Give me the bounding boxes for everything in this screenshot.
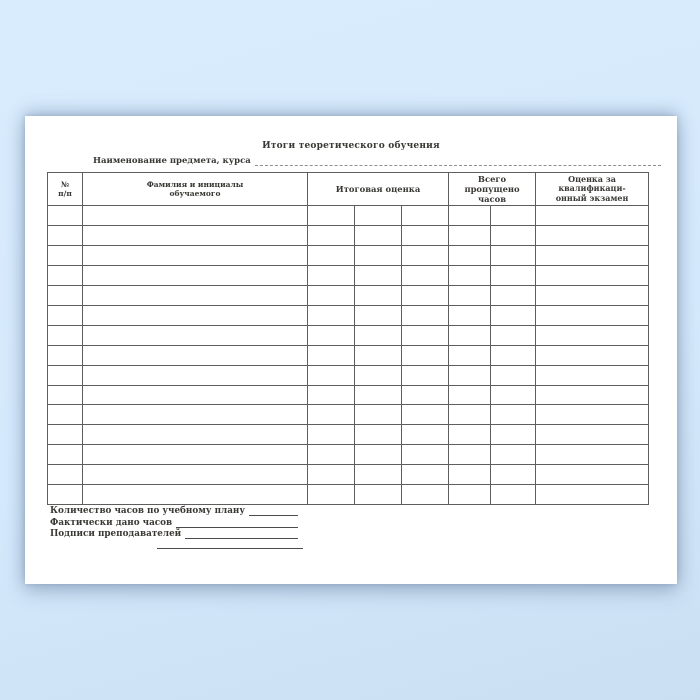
table-cell [355, 345, 402, 365]
table-cell [491, 385, 536, 405]
table-cell [449, 266, 491, 286]
table-cell [83, 405, 308, 425]
footer-line-label: Количество часов по учебному плану [50, 506, 245, 517]
table-row [48, 246, 649, 266]
table-row [48, 485, 649, 505]
table-cell [83, 425, 308, 445]
table-cell [48, 325, 83, 345]
table-cell [449, 226, 491, 246]
table-cell [449, 365, 491, 385]
table-cell [308, 246, 355, 266]
table-cell [83, 345, 308, 365]
table-cell [48, 405, 83, 425]
table-cell [355, 465, 402, 485]
table-cell [355, 385, 402, 405]
table-cell [402, 226, 449, 246]
table-cell [48, 485, 83, 505]
header-number-line2: п/п [58, 189, 72, 199]
table-cell [449, 485, 491, 505]
table-cell [402, 385, 449, 405]
table-cell [308, 485, 355, 505]
table-cell [308, 405, 355, 425]
footer-blank-line [185, 531, 298, 539]
table-cell [449, 345, 491, 365]
table-cell [308, 465, 355, 485]
table-cell [536, 365, 649, 385]
table-cell [83, 266, 308, 286]
header-missed-line1: Всего пропущено [464, 174, 520, 195]
table-cell [48, 425, 83, 445]
table-cell [491, 445, 536, 465]
header-name-line1: Фамилия и инициалы [146, 180, 244, 190]
table-cell [83, 445, 308, 465]
table-cell [308, 285, 355, 305]
table-cell [536, 405, 649, 425]
table-cell [355, 226, 402, 246]
table-cell [449, 285, 491, 305]
table-cell [449, 206, 491, 226]
table-cell [449, 325, 491, 345]
table-cell [536, 485, 649, 505]
table-cell [355, 305, 402, 325]
table-cell [308, 345, 355, 365]
table-cell [402, 325, 449, 345]
table-cell [308, 266, 355, 286]
table-cell [449, 246, 491, 266]
table-cell [355, 365, 402, 385]
table-row [48, 226, 649, 246]
table-cell [48, 365, 83, 385]
table-row [48, 445, 649, 465]
table-cell [491, 365, 536, 385]
table-cell [48, 206, 83, 226]
table-cell [402, 465, 449, 485]
table-cell [83, 365, 308, 385]
table-cell [536, 266, 649, 286]
table-cell [48, 246, 83, 266]
table-row [48, 206, 649, 226]
table-cell [83, 325, 308, 345]
table-cell [308, 206, 355, 226]
table-row [48, 325, 649, 345]
table-row [48, 405, 649, 425]
table-header-row [48, 173, 649, 206]
subject-line [93, 155, 661, 166]
footer-line [50, 505, 298, 516]
table-cell [536, 226, 649, 246]
table-cell [402, 345, 449, 365]
table-cell [491, 206, 536, 226]
footer-line-label: Подписи преподавателей [50, 528, 182, 539]
table-cell [402, 206, 449, 226]
table-row [48, 465, 649, 485]
table-cell [83, 485, 308, 505]
table-cell [491, 465, 536, 485]
table-cell [449, 445, 491, 465]
table-cell [402, 246, 449, 266]
table-cell [402, 405, 449, 425]
table-cell [48, 305, 83, 325]
table-cell [491, 226, 536, 246]
table-cell [449, 405, 491, 425]
table-row [48, 305, 649, 325]
table-cell [308, 305, 355, 325]
footer-blank-line [249, 508, 298, 516]
table-row [48, 285, 649, 305]
table-cell [402, 425, 449, 445]
table-cell [536, 385, 649, 405]
table-cell [355, 485, 402, 505]
table-cell [536, 325, 649, 345]
header-cell-final-grade: Итоговая оценка [308, 173, 449, 206]
table-cell [491, 285, 536, 305]
table-cell [449, 385, 491, 405]
table-cell [491, 305, 536, 325]
table-cell [491, 266, 536, 286]
header-cell-missed-hours [449, 173, 536, 206]
table-cell [308, 365, 355, 385]
header-cell-number [48, 173, 83, 206]
table-cell [308, 226, 355, 246]
footer-fill-ins [50, 505, 298, 549]
table-cell [491, 345, 536, 365]
table-cell [48, 465, 83, 485]
table-cell [449, 465, 491, 485]
table-cell [536, 246, 649, 266]
table-cell [48, 385, 83, 405]
table-cell [83, 285, 308, 305]
table-cell [48, 345, 83, 365]
page-title: Итоги теоретического обучения [262, 141, 440, 151]
table-cell [491, 246, 536, 266]
header-exam-line1: Оценка за квалификаци- [558, 173, 626, 194]
table-cell [308, 325, 355, 345]
table-cell [402, 365, 449, 385]
table-cell [402, 266, 449, 286]
table-cell [355, 246, 402, 266]
table-cell [355, 325, 402, 345]
table-cell [536, 206, 649, 226]
table-cell [355, 425, 402, 445]
footer-line [50, 528, 298, 539]
table-cell [83, 246, 308, 266]
table-cell [536, 285, 649, 305]
table-row [48, 365, 649, 385]
table-cell [83, 206, 308, 226]
footer-blank-line [176, 520, 298, 528]
document-page [25, 116, 677, 584]
table-cell [536, 445, 649, 465]
header-number-line1: № [60, 180, 70, 190]
table-cell [48, 445, 83, 465]
table-cell [308, 445, 355, 465]
table-cell [491, 425, 536, 445]
table-cell [402, 445, 449, 465]
table-cell [449, 305, 491, 325]
table-cell [449, 425, 491, 445]
table-cell [48, 226, 83, 246]
table-cell [536, 465, 649, 485]
table-cell [355, 266, 402, 286]
table-cell [308, 425, 355, 445]
table-cell [355, 285, 402, 305]
table-row [48, 425, 649, 445]
table-row [48, 266, 649, 286]
signatures-extra-blank-line [157, 548, 303, 549]
table-row [48, 345, 649, 365]
table-cell [402, 485, 449, 505]
header-cell-exam-grade [536, 173, 649, 206]
table-cell [355, 405, 402, 425]
header-missed-line2: часов [478, 194, 507, 205]
header-name-line2: обучаемого [169, 189, 221, 199]
table-row [48, 385, 649, 405]
table-cell [83, 305, 308, 325]
table-cell [402, 305, 449, 325]
subject-blank-line [255, 157, 661, 166]
table-cell [83, 385, 308, 405]
table-cell [83, 226, 308, 246]
results-table [47, 172, 649, 505]
footer-line [50, 516, 298, 527]
table-cell [355, 445, 402, 465]
table-cell [355, 206, 402, 226]
table-cell [83, 465, 308, 485]
table-cell [491, 405, 536, 425]
table-cell [48, 266, 83, 286]
table-cell [536, 305, 649, 325]
table-cell [491, 485, 536, 505]
header-exam-line2: онный экзамен [555, 192, 629, 203]
header-cell-name [83, 173, 308, 206]
table-cell [48, 285, 83, 305]
table-cell [536, 425, 649, 445]
table-cell [491, 325, 536, 345]
table-cell [308, 385, 355, 405]
subject-label: Наименование предмета, курса [93, 156, 251, 166]
footer-line-label: Фактически дано часов [50, 517, 173, 528]
table-cell [536, 345, 649, 365]
table-cell [402, 285, 449, 305]
